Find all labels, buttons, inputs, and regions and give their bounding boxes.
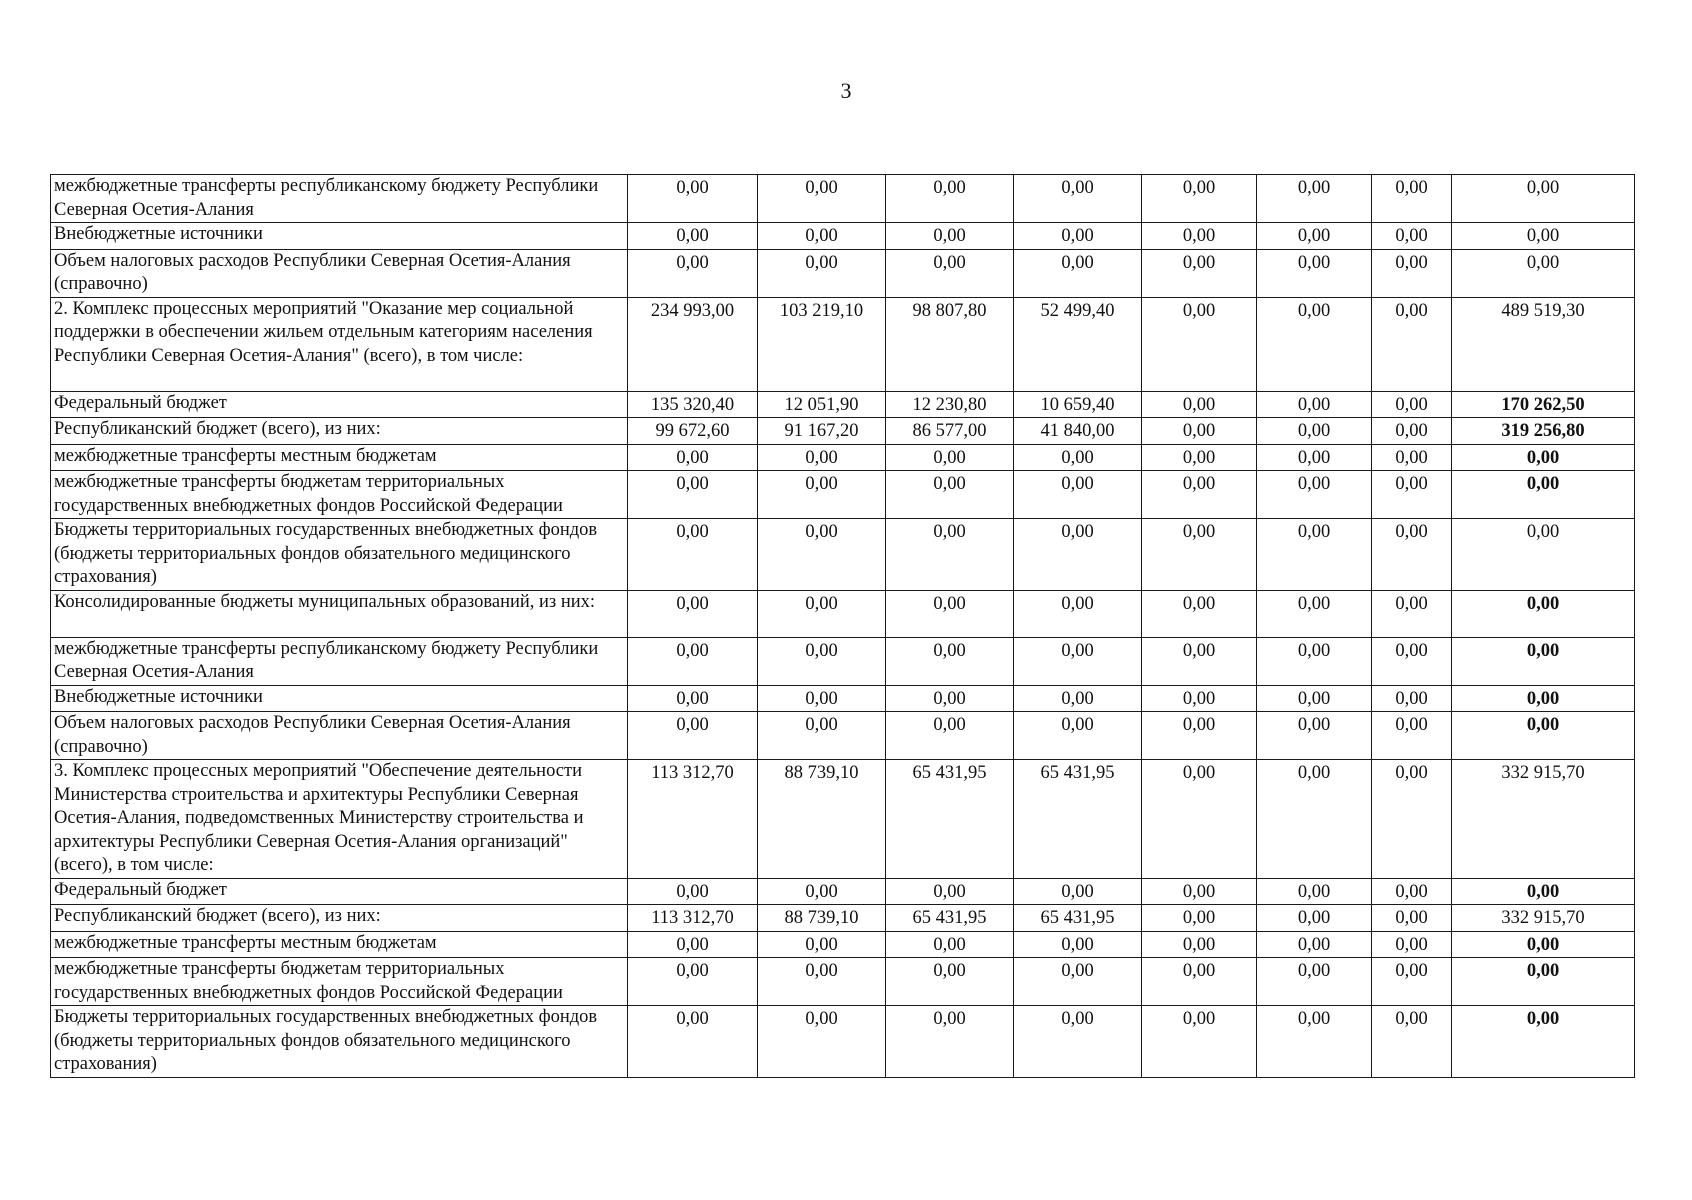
- row-value-cell: 0,00: [886, 931, 1014, 958]
- row-value-cell: 113 312,70: [628, 760, 758, 879]
- row-value-cell: 0,00: [758, 637, 886, 685]
- table-row: [51, 931, 1635, 958]
- row-value-cell: 0,00: [1142, 249, 1257, 297]
- row-value-cell: 98 807,80: [886, 297, 1014, 391]
- row-value-cell: 0,00: [1014, 471, 1142, 519]
- row-value-cell: 0,00: [1014, 249, 1142, 297]
- row-total-cell: 0,00: [1452, 444, 1635, 471]
- row-value-cell: 0,00: [1372, 249, 1452, 297]
- row-value-cell: 0,00: [1372, 175, 1452, 223]
- row-value-cell: 12 230,80: [886, 391, 1014, 418]
- row-value-cell: 0,00: [1372, 444, 1452, 471]
- row-value-cell: 0,00: [886, 685, 1014, 712]
- row-value-cell: 86 577,00: [886, 418, 1014, 445]
- row-value-cell: 0,00: [1372, 685, 1452, 712]
- row-value-cell: 0,00: [1142, 878, 1257, 905]
- row-value-cell: 0,00: [1142, 712, 1257, 760]
- row-value-cell: 10 659,40: [1014, 391, 1142, 418]
- row-value-cell: 0,00: [1372, 418, 1452, 445]
- row-value-cell: 0,00: [1142, 471, 1257, 519]
- row-value-cell: 0,00: [628, 637, 758, 685]
- row-value-cell: 0,00: [1014, 958, 1142, 1006]
- row-total-cell: 0,00: [1452, 878, 1635, 905]
- row-value-cell: 0,00: [1014, 223, 1142, 250]
- row-value-cell: 99 672,60: [628, 418, 758, 445]
- row-label: Объем налоговых расходов Республики Северная Осетия-Алания (справочно): [51, 249, 628, 297]
- row-value-cell: 0,00: [1142, 519, 1257, 591]
- row-value-cell: 0,00: [758, 958, 886, 1006]
- row-label: межбюджетные трансферты местным бюджетам: [51, 444, 628, 471]
- row-value-cell: 0,00: [1257, 712, 1372, 760]
- row-value-cell: 0,00: [1142, 590, 1257, 637]
- row-value-cell: 0,00: [886, 637, 1014, 685]
- row-value-cell: 0,00: [1142, 685, 1257, 712]
- row-value-cell: 0,00: [628, 519, 758, 591]
- row-label: Федеральный бюджет: [51, 878, 628, 905]
- row-value-cell: 0,00: [1372, 760, 1452, 879]
- row-value-cell: 0,00: [1257, 391, 1372, 418]
- row-value-cell: 0,00: [1257, 590, 1372, 637]
- row-value-cell: 88 739,10: [758, 760, 886, 879]
- row-value-cell: 0,00: [1257, 223, 1372, 250]
- table-row: [51, 637, 1635, 685]
- row-value-cell: 0,00: [758, 175, 886, 223]
- row-value-cell: 88 739,10: [758, 905, 886, 932]
- row-total-cell: 489 519,30: [1452, 297, 1635, 391]
- row-value-cell: 0,00: [758, 223, 886, 250]
- row-label: Внебюджетные источники: [51, 685, 628, 712]
- row-label: межбюджетные трансферты бюджетам территориальных государственных внебюджетных фондов Российской Федерации: [51, 958, 628, 1006]
- row-value-cell: 0,00: [758, 1006, 886, 1078]
- row-value-cell: 0,00: [628, 685, 758, 712]
- row-value-cell: 0,00: [1014, 931, 1142, 958]
- row-value-cell: 0,00: [628, 1006, 758, 1078]
- row-value-cell: 0,00: [886, 519, 1014, 591]
- table-row: [51, 958, 1635, 1006]
- row-value-cell: 0,00: [1372, 1006, 1452, 1078]
- table-row: [51, 590, 1635, 637]
- row-value-cell: 0,00: [1142, 444, 1257, 471]
- row-value-cell: 0,00: [1257, 1006, 1372, 1078]
- row-label: Консолидированные бюджеты муниципальных образований, из них:: [51, 590, 628, 637]
- row-value-cell: 0,00: [1142, 905, 1257, 932]
- row-label: межбюджетные трансферты местным бюджетам: [51, 931, 628, 958]
- row-label: Внебюджетные источники: [51, 223, 628, 250]
- row-value-cell: 0,00: [1372, 958, 1452, 1006]
- row-value-cell: 0,00: [1142, 760, 1257, 879]
- table-row: [51, 471, 1635, 519]
- row-value-cell: 0,00: [1142, 418, 1257, 445]
- row-total-cell: 0,00: [1452, 249, 1635, 297]
- row-value-cell: 0,00: [758, 590, 886, 637]
- row-value-cell: 41 840,00: [1014, 418, 1142, 445]
- row-label: 3. Комплекс процессных мероприятий "Обеспечение деятельности Министерства строительства и архитектуры Республики Северная Осетия-Алания, подведомственных Министерству строительства и архитектуры Республики Северная Осетия-Алания организаций" (всего), в том числе:: [51, 760, 628, 879]
- table-row: [51, 760, 1635, 879]
- row-value-cell: 0,00: [1372, 297, 1452, 391]
- row-total-cell: 0,00: [1452, 685, 1635, 712]
- row-value-cell: 0,00: [628, 590, 758, 637]
- row-total-cell: 0,00: [1452, 637, 1635, 685]
- row-value-cell: 0,00: [1014, 712, 1142, 760]
- row-value-cell: 113 312,70: [628, 905, 758, 932]
- table-row: [51, 712, 1635, 760]
- row-value-cell: 0,00: [1257, 905, 1372, 932]
- row-total-cell: 0,00: [1452, 471, 1635, 519]
- row-value-cell: 135 320,40: [628, 391, 758, 418]
- row-value-cell: 65 431,95: [1014, 760, 1142, 879]
- row-total-cell: 0,00: [1452, 223, 1635, 250]
- row-label: Бюджеты территориальных государственных внебюджетных фондов (бюджеты территориальных фондов обязательного медицинского страхования): [51, 519, 628, 591]
- row-total-cell: 0,00: [1452, 958, 1635, 1006]
- row-value-cell: 0,00: [1142, 297, 1257, 391]
- row-value-cell: 0,00: [886, 175, 1014, 223]
- row-value-cell: 52 499,40: [1014, 297, 1142, 391]
- row-value-cell: 0,00: [1372, 712, 1452, 760]
- table-row: [51, 878, 1635, 905]
- row-value-cell: 0,00: [1142, 931, 1257, 958]
- row-label: межбюджетные трансферты республиканскому бюджету Республики Северная Осетия-Алания: [51, 637, 628, 685]
- row-value-cell: 0,00: [628, 958, 758, 1006]
- row-value-cell: 0,00: [1257, 175, 1372, 223]
- row-value-cell: 0,00: [1257, 444, 1372, 471]
- row-value-cell: 0,00: [1372, 905, 1452, 932]
- row-value-cell: 0,00: [1257, 760, 1372, 879]
- row-value-cell: 0,00: [1372, 590, 1452, 637]
- row-value-cell: 0,00: [1372, 471, 1452, 519]
- row-value-cell: 0,00: [1257, 685, 1372, 712]
- row-total-cell: 0,00: [1452, 712, 1635, 760]
- row-label: Федеральный бюджет: [51, 391, 628, 418]
- row-value-cell: 0,00: [1142, 391, 1257, 418]
- row-value-cell: 0,00: [758, 712, 886, 760]
- row-value-cell: 0,00: [1014, 175, 1142, 223]
- row-label: межбюджетные трансферты бюджетам территориальных государственных внебюджетных фондов Российской Федерации: [51, 471, 628, 519]
- row-value-cell: 0,00: [1372, 878, 1452, 905]
- row-value-cell: 0,00: [1014, 878, 1142, 905]
- row-label: Бюджеты территориальных государственных внебюджетных фондов (бюджеты территориальных фондов обязательного медицинского страхования): [51, 1006, 628, 1078]
- table-row: [51, 444, 1635, 471]
- row-value-cell: 0,00: [758, 878, 886, 905]
- row-value-cell: 0,00: [886, 878, 1014, 905]
- row-value-cell: 0,00: [886, 471, 1014, 519]
- row-value-cell: 0,00: [758, 685, 886, 712]
- row-value-cell: 0,00: [1014, 685, 1142, 712]
- row-value-cell: 0,00: [758, 471, 886, 519]
- row-value-cell: 0,00: [886, 1006, 1014, 1078]
- row-value-cell: 0,00: [1372, 637, 1452, 685]
- row-value-cell: 65 431,95: [886, 905, 1014, 932]
- table-row: [51, 685, 1635, 712]
- row-total-cell: 0,00: [1452, 175, 1635, 223]
- row-label: Республиканский бюджет (всего), из них:: [51, 905, 628, 932]
- row-total-cell: 332 915,70: [1452, 760, 1635, 879]
- row-total-cell: 332 915,70: [1452, 905, 1635, 932]
- row-value-cell: 0,00: [1372, 223, 1452, 250]
- row-value-cell: 0,00: [1014, 637, 1142, 685]
- row-value-cell: 0,00: [1372, 519, 1452, 591]
- row-value-cell: 0,00: [1257, 418, 1372, 445]
- row-value-cell: 0,00: [1257, 249, 1372, 297]
- row-value-cell: 0,00: [758, 931, 886, 958]
- row-label: межбюджетные трансферты республиканскому бюджету Республики Северная Осетия-Алания: [51, 175, 628, 223]
- table-row: [51, 905, 1635, 932]
- row-value-cell: 0,00: [1014, 590, 1142, 637]
- row-value-cell: 0,00: [886, 249, 1014, 297]
- row-value-cell: 0,00: [1142, 223, 1257, 250]
- row-value-cell: 0,00: [1372, 391, 1452, 418]
- row-value-cell: 65 431,95: [1014, 905, 1142, 932]
- row-value-cell: 0,00: [1142, 637, 1257, 685]
- row-total-cell: 0,00: [1452, 931, 1635, 958]
- row-value-cell: 0,00: [758, 444, 886, 471]
- row-value-cell: 0,00: [628, 444, 758, 471]
- table-row: [51, 249, 1635, 297]
- row-value-cell: 0,00: [1257, 297, 1372, 391]
- table-row: [51, 418, 1635, 445]
- row-value-cell: 0,00: [1372, 931, 1452, 958]
- row-value-cell: 0,00: [1142, 958, 1257, 1006]
- row-value-cell: 0,00: [1014, 519, 1142, 591]
- row-value-cell: 12 051,90: [758, 391, 886, 418]
- row-value-cell: 0,00: [1257, 637, 1372, 685]
- row-value-cell: 234 993,00: [628, 297, 758, 391]
- page-number: 3: [840, 78, 852, 103]
- row-value-cell: 0,00: [1257, 931, 1372, 958]
- row-value-cell: 0,00: [1014, 444, 1142, 471]
- row-value-cell: 0,00: [1142, 175, 1257, 223]
- row-label: Республиканский бюджет (всего), из них:: [51, 418, 628, 445]
- row-label: Объем налоговых расходов Республики Северная Осетия-Алания (справочно): [51, 712, 628, 760]
- budget-table-body: [51, 175, 1635, 1078]
- row-value-cell: 0,00: [628, 878, 758, 905]
- row-value-cell: 0,00: [628, 223, 758, 250]
- budget-table: [50, 174, 1635, 1078]
- row-value-cell: 0,00: [886, 712, 1014, 760]
- row-value-cell: 0,00: [628, 175, 758, 223]
- row-total-cell: 0,00: [1452, 1006, 1635, 1078]
- row-value-cell: 0,00: [1257, 471, 1372, 519]
- row-value-cell: 0,00: [1257, 958, 1372, 1006]
- row-value-cell: 0,00: [886, 590, 1014, 637]
- row-value-cell: 0,00: [886, 958, 1014, 1006]
- row-value-cell: 65 431,95: [886, 760, 1014, 879]
- row-value-cell: 0,00: [886, 223, 1014, 250]
- row-value-cell: 0,00: [628, 471, 758, 519]
- row-value-cell: 103 219,10: [758, 297, 886, 391]
- row-value-cell: 0,00: [628, 931, 758, 958]
- row-value-cell: 0,00: [1257, 519, 1372, 591]
- row-value-cell: 0,00: [628, 712, 758, 760]
- row-label: 2. Комплекс процессных мероприятий "Оказание мер социальной поддержки в обеспечении жильем отдельным категориям населения Республики Северная Осетия-Алания" (всего), в том числе:: [51, 297, 628, 391]
- row-value-cell: 0,00: [1257, 878, 1372, 905]
- row-value-cell: 0,00: [628, 249, 758, 297]
- row-total-cell: 0,00: [1452, 519, 1635, 591]
- row-value-cell: 0,00: [758, 519, 886, 591]
- table-row: [51, 223, 1635, 250]
- row-value-cell: 0,00: [886, 444, 1014, 471]
- row-value-cell: 0,00: [758, 249, 886, 297]
- table-row: [51, 1006, 1635, 1078]
- row-total-cell: 319 256,80: [1452, 418, 1635, 445]
- row-value-cell: 0,00: [1014, 1006, 1142, 1078]
- row-total-cell: 0,00: [1452, 590, 1635, 637]
- table-row: [51, 519, 1635, 591]
- table-row: [51, 391, 1635, 418]
- row-value-cell: 91 167,20: [758, 418, 886, 445]
- row-value-cell: 0,00: [1142, 1006, 1257, 1078]
- row-total-cell: 170 262,50: [1452, 391, 1635, 418]
- table-row: [51, 297, 1635, 391]
- table-row: [51, 175, 1635, 223]
